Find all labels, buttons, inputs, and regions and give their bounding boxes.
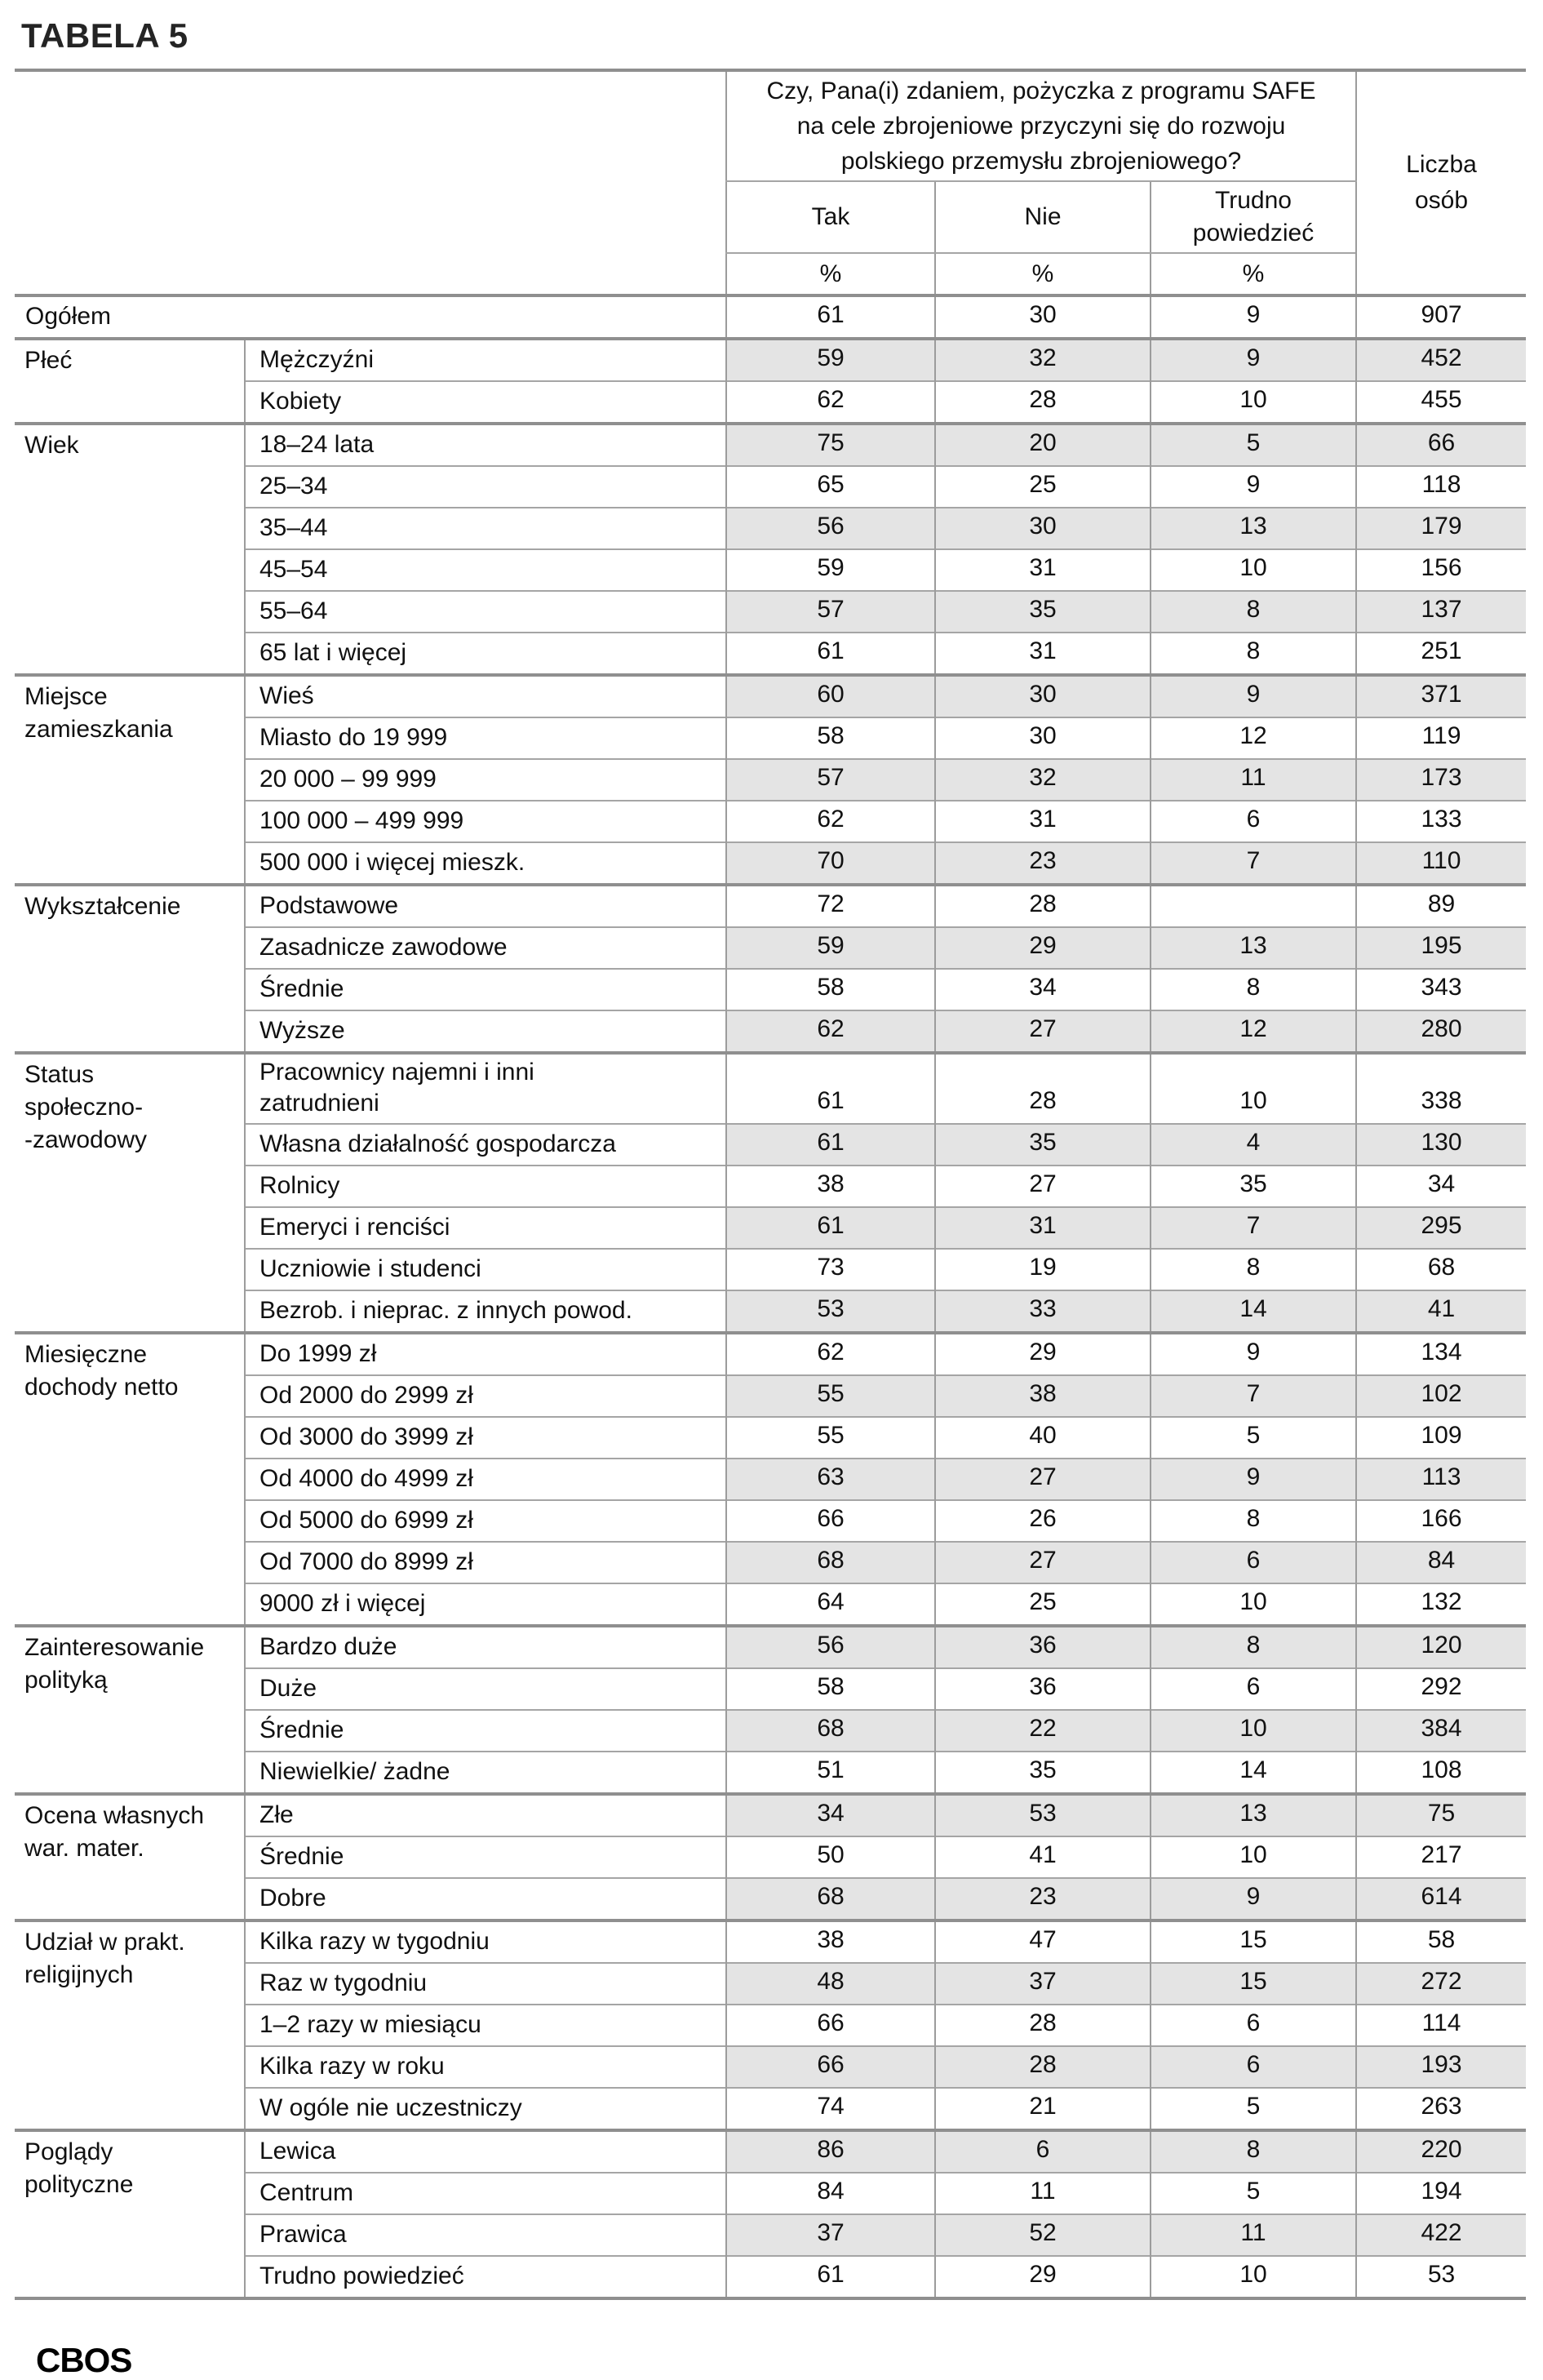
value-cell: 35 <box>935 1752 1151 1794</box>
value-cell: 48 <box>726 1963 935 2005</box>
value-cell: 19 <box>935 1249 1151 1290</box>
row-label-cell: Od 2000 do 2999 zł <box>245 1375 726 1417</box>
row-label-cell: Średnie <box>245 1710 726 1752</box>
count-cell: 614 <box>1356 1878 1526 1920</box>
value-cell: 6 <box>1151 1668 1356 1710</box>
value-cell: 7 <box>1151 1207 1356 1249</box>
count-cell: 119 <box>1356 717 1526 759</box>
row-label-cell: Zasadnicze zawodowe <box>245 927 726 969</box>
row-label-cell: Do 1999 zł <box>245 1333 726 1375</box>
table-body <box>15 295 1526 2298</box>
value-cell: 27 <box>935 1459 1151 1500</box>
count-cell: 263 <box>1356 2088 1526 2130</box>
count-cell: 272 <box>1356 1963 1526 2005</box>
value-cell: 68 <box>726 1710 935 1752</box>
cbos-logo: CBOS <box>36 2341 132 2379</box>
value-cell: 53 <box>935 1794 1151 1836</box>
count-cell: 114 <box>1356 2005 1526 2046</box>
percent-header: % <box>726 253 935 295</box>
value-cell: 10 <box>1151 381 1356 424</box>
count-cell: 109 <box>1356 1417 1526 1459</box>
value-cell: 86 <box>726 2130 935 2173</box>
count-cell: 343 <box>1356 969 1526 1010</box>
value-cell: 9 <box>1151 1333 1356 1375</box>
percent-header: % <box>935 253 1151 295</box>
table-row <box>15 1794 1526 1836</box>
row-label-cell: Pracownicy najemni i inni zatrudnieni <box>245 1053 726 1124</box>
row-label-cell: Dobre <box>245 1878 726 1920</box>
value-cell: 62 <box>726 801 935 842</box>
value-cell: 5 <box>1151 2088 1356 2130</box>
value-cell: 32 <box>935 339 1151 381</box>
value-cell: 27 <box>935 1010 1151 1053</box>
category-cell: Poglądy polityczne <box>15 2130 245 2298</box>
category-cell: Płeć <box>15 339 245 424</box>
value-cell: 8 <box>1151 2130 1356 2173</box>
value-cell: 8 <box>1151 591 1356 633</box>
value-cell: 21 <box>935 2088 1151 2130</box>
row-label-cell: Rolnicy <box>245 1166 726 1207</box>
row-label-cell: Raz w tygodniu <box>245 1963 726 2005</box>
value-cell: 4 <box>1151 1124 1356 1166</box>
value-cell: 22 <box>935 1710 1151 1752</box>
value-cell: 35 <box>935 591 1151 633</box>
value-cell: 11 <box>1151 2214 1356 2256</box>
value-cell: 30 <box>935 295 1151 339</box>
value-cell: 40 <box>935 1417 1151 1459</box>
value-cell: 56 <box>726 1626 935 1668</box>
value-cell: 73 <box>726 1249 935 1290</box>
table-row <box>15 424 1526 466</box>
count-cell: 75 <box>1356 1794 1526 1836</box>
count-cell: 102 <box>1356 1375 1526 1417</box>
value-cell: 25 <box>935 1583 1151 1626</box>
row-label-cell: Niewielkie/ żadne <box>245 1752 726 1794</box>
value-cell: 61 <box>726 295 935 339</box>
value-cell: 8 <box>1151 1249 1356 1290</box>
row-label-cell: Trudno powiedzieć <box>245 2256 726 2298</box>
value-cell: 27 <box>935 1166 1151 1207</box>
row-label-cell: 9000 zł i więcej <box>245 1583 726 1626</box>
value-cell: 23 <box>935 842 1151 885</box>
value-cell: 10 <box>1151 1583 1356 1626</box>
value-cell: 30 <box>935 508 1151 549</box>
value-cell <box>1151 885 1356 927</box>
count-cell: 384 <box>1356 1710 1526 1752</box>
value-cell: 59 <box>726 339 935 381</box>
value-cell: 57 <box>726 591 935 633</box>
value-cell: 11 <box>1151 759 1356 801</box>
row-label-cell: 45–54 <box>245 549 726 591</box>
answer-header-tak: Tak <box>726 181 935 253</box>
value-cell: 6 <box>1151 1542 1356 1583</box>
row-label-cell: Wyższe <box>245 1010 726 1053</box>
value-cell: 37 <box>726 2214 935 2256</box>
value-cell: 74 <box>726 2088 935 2130</box>
value-cell: 10 <box>1151 1836 1356 1878</box>
row-label-cell: Mężczyźni <box>245 339 726 381</box>
value-cell: 60 <box>726 675 935 717</box>
count-cell: 130 <box>1356 1124 1526 1166</box>
count-cell: 110 <box>1356 842 1526 885</box>
count-cell: 66 <box>1356 424 1526 466</box>
value-cell: 36 <box>935 1626 1151 1668</box>
row-label-cell: Od 5000 do 6999 zł <box>245 1500 726 1542</box>
count-cell: 194 <box>1356 2173 1526 2214</box>
value-cell: 34 <box>935 969 1151 1010</box>
value-cell: 29 <box>935 2256 1151 2298</box>
count-cell: 280 <box>1356 1010 1526 1053</box>
count-cell: 173 <box>1356 759 1526 801</box>
count-cell: 295 <box>1356 1207 1526 1249</box>
count-cell: 53 <box>1356 2256 1526 2298</box>
value-cell: 9 <box>1151 675 1356 717</box>
category-cell: Zainteresowanie polityką <box>15 1626 245 1794</box>
value-cell: 41 <box>935 1836 1151 1878</box>
value-cell: 13 <box>1151 927 1356 969</box>
value-cell: 66 <box>726 2046 935 2088</box>
count-cell: 133 <box>1356 801 1526 842</box>
count-cell: 132 <box>1356 1583 1526 1626</box>
value-cell: 62 <box>726 1333 935 1375</box>
row-label-cell: 500 000 i więcej mieszk. <box>245 842 726 885</box>
answer-header-trudno: Trudno powiedzieć <box>1151 181 1356 253</box>
value-cell: 30 <box>935 717 1151 759</box>
count-cell: 68 <box>1356 1249 1526 1290</box>
count-cell: 34 <box>1356 1166 1526 1207</box>
row-label-cell: Podstawowe <box>245 885 726 927</box>
count-cell: 907 <box>1356 295 1526 339</box>
count-cell: 89 <box>1356 885 1526 927</box>
value-cell: 13 <box>1151 1794 1356 1836</box>
count-cell: 134 <box>1356 1333 1526 1375</box>
row-label-cell: 100 000 – 499 999 <box>245 801 726 842</box>
value-cell: 20 <box>935 424 1151 466</box>
value-cell: 35 <box>1151 1166 1356 1207</box>
row-label-cell: 18–24 lata <box>245 424 726 466</box>
value-cell: 10 <box>1151 1710 1356 1752</box>
count-cell: 251 <box>1356 633 1526 675</box>
count-cell: 120 <box>1356 1626 1526 1668</box>
row-label-cell: Średnie <box>245 969 726 1010</box>
value-cell: 58 <box>726 969 935 1010</box>
value-cell: 6 <box>1151 2046 1356 2088</box>
value-cell: 50 <box>726 1836 935 1878</box>
count-cell: 452 <box>1356 339 1526 381</box>
row-label-cell: Średnie <box>245 1836 726 1878</box>
value-cell: 10 <box>1151 1053 1356 1124</box>
value-cell: 5 <box>1151 1417 1356 1459</box>
row-label-cell: Prawica <box>245 2214 726 2256</box>
value-cell: 15 <box>1151 1963 1356 2005</box>
value-cell: 28 <box>935 1053 1151 1124</box>
table-row <box>15 1053 1526 1124</box>
row-label-cell: 1–2 razy w miesiącu <box>245 2005 726 2046</box>
value-cell: 59 <box>726 927 935 969</box>
value-cell: 13 <box>1151 508 1356 549</box>
row-label-cell: Kobiety <box>245 381 726 424</box>
value-cell: 12 <box>1151 1010 1356 1053</box>
value-cell: 23 <box>935 1878 1151 1920</box>
value-cell: 56 <box>726 508 935 549</box>
value-cell: 6 <box>935 2130 1151 2173</box>
row-label-cell: Lewica <box>245 2130 726 2173</box>
value-cell: 66 <box>726 2005 935 2046</box>
row-label-cell: Uczniowie i studenci <box>245 1249 726 1290</box>
row-label-cell: Emeryci i renciści <box>245 1207 726 1249</box>
value-cell: 27 <box>935 1542 1151 1583</box>
value-cell: 31 <box>935 549 1151 591</box>
value-cell: 38 <box>726 1920 935 1963</box>
row-label-cell: Duże <box>245 1668 726 1710</box>
value-cell: 11 <box>935 2173 1151 2214</box>
row-label-cell: 35–44 <box>245 508 726 549</box>
count-cell: 118 <box>1356 466 1526 508</box>
value-cell: 14 <box>1151 1290 1356 1333</box>
value-cell: 7 <box>1151 1375 1356 1417</box>
value-cell: 61 <box>726 1207 935 1249</box>
row-label-cell: Bezrob. i nieprac. z innych powod. <box>245 1290 726 1333</box>
value-cell: 57 <box>726 759 935 801</box>
value-cell: 68 <box>726 1878 935 1920</box>
value-cell: 47 <box>935 1920 1151 1963</box>
value-cell: 38 <box>935 1375 1151 1417</box>
row-label-cell: Wieś <box>245 675 726 717</box>
row-label-cell: Miasto do 19 999 <box>245 717 726 759</box>
row-label-cell: 65 lat i więcej <box>245 633 726 675</box>
count-cell: 113 <box>1356 1459 1526 1500</box>
count-cell: 422 <box>1356 2214 1526 2256</box>
value-cell: 58 <box>726 717 935 759</box>
row-label-cell: W ogóle nie uczestniczy <box>245 2088 726 2130</box>
value-cell: 6 <box>1151 801 1356 842</box>
value-cell: 6 <box>1151 2005 1356 2046</box>
value-cell: 31 <box>935 633 1151 675</box>
value-cell: 32 <box>935 759 1151 801</box>
value-cell: 12 <box>1151 717 1356 759</box>
value-cell: 26 <box>935 1500 1151 1542</box>
value-cell: 10 <box>1151 2256 1356 2298</box>
value-cell: 5 <box>1151 2173 1356 2214</box>
value-cell: 37 <box>935 1963 1151 2005</box>
value-cell: 61 <box>726 1053 935 1124</box>
value-cell: 55 <box>726 1375 935 1417</box>
count-header-line: osób <box>1414 187 1469 214</box>
question-line: na cele zbrojeniowe przyczyni się do rozwoju <box>796 113 1286 140</box>
value-cell: 9 <box>1151 1459 1356 1500</box>
header-empty-cell <box>15 70 726 295</box>
value-cell: 59 <box>726 549 935 591</box>
value-cell: 62 <box>726 381 935 424</box>
count-cell: 455 <box>1356 381 1526 424</box>
row-label-cell: 55–64 <box>245 591 726 633</box>
table-row <box>15 2130 1526 2173</box>
value-cell: 28 <box>935 2046 1151 2088</box>
value-cell: 5 <box>1151 424 1356 466</box>
value-cell: 51 <box>726 1752 935 1794</box>
count-cell: 166 <box>1356 1500 1526 1542</box>
value-cell: 38 <box>726 1166 935 1207</box>
value-cell: 34 <box>726 1794 935 1836</box>
row-label-cell: Bardzo duże <box>245 1626 726 1668</box>
count-cell: 179 <box>1356 508 1526 549</box>
value-cell: 53 <box>726 1290 935 1333</box>
count-cell: 220 <box>1356 2130 1526 2173</box>
table-row <box>15 885 1526 927</box>
category-cell: Udział w prakt. religijnych <box>15 1920 245 2130</box>
value-cell: 61 <box>726 2256 935 2298</box>
value-cell: 31 <box>935 1207 1151 1249</box>
value-cell: 70 <box>726 842 935 885</box>
value-cell: 28 <box>935 381 1151 424</box>
value-cell: 75 <box>726 424 935 466</box>
value-cell: 30 <box>935 675 1151 717</box>
value-cell: 72 <box>726 885 935 927</box>
category-cell: Wykształcenie <box>15 885 245 1053</box>
value-cell: 58 <box>726 1668 935 1710</box>
category-cell: Miejsce zamieszkania <box>15 675 245 885</box>
value-cell: 8 <box>1151 633 1356 675</box>
row-label-cell: Od 3000 do 3999 zł <box>245 1417 726 1459</box>
table-row <box>15 1333 1526 1375</box>
row-label-cell: Własna działalność gospodarcza <box>245 1124 726 1166</box>
value-cell: 14 <box>1151 1752 1356 1794</box>
value-cell: 29 <box>935 1333 1151 1375</box>
category-cell: Miesięczne dochody netto <box>15 1333 245 1626</box>
value-cell: 28 <box>935 2005 1151 2046</box>
row-label-cell: Złe <box>245 1794 726 1836</box>
count-header-cell <box>1356 70 1526 295</box>
count-cell: 292 <box>1356 1668 1526 1710</box>
value-cell: 66 <box>726 1500 935 1542</box>
row-label-cell: 20 000 – 99 999 <box>245 759 726 801</box>
table-row <box>15 675 1526 717</box>
count-cell: 58 <box>1356 1920 1526 1963</box>
value-cell: 61 <box>726 1124 935 1166</box>
table-header <box>15 70 1526 295</box>
category-cell: Wiek <box>15 424 245 675</box>
value-cell: 8 <box>1151 969 1356 1010</box>
value-cell: 9 <box>1151 295 1356 339</box>
value-cell: 8 <box>1151 1626 1356 1668</box>
answer-header-nie: Nie <box>935 181 1151 253</box>
crosstab-table <box>15 69 1526 2300</box>
count-cell: 193 <box>1356 2046 1526 2088</box>
value-cell: 9 <box>1151 339 1356 381</box>
value-cell: 15 <box>1151 1920 1356 1963</box>
row-label-cell: Kilka razy w roku <box>245 2046 726 2088</box>
row-label-cell: 25–34 <box>245 466 726 508</box>
count-cell: 108 <box>1356 1752 1526 1794</box>
table-row <box>15 339 1526 381</box>
count-cell: 41 <box>1356 1290 1526 1333</box>
count-cell: 371 <box>1356 675 1526 717</box>
count-header-line: Liczba <box>1406 151 1477 178</box>
value-cell: 84 <box>726 2173 935 2214</box>
value-cell: 31 <box>935 801 1151 842</box>
count-cell: 338 <box>1356 1053 1526 1124</box>
row-label-cell: Od 7000 do 8999 zł <box>245 1542 726 1583</box>
percent-header: % <box>1151 253 1356 295</box>
value-cell: 65 <box>726 466 935 508</box>
value-cell: 55 <box>726 1417 935 1459</box>
value-cell: 25 <box>935 466 1151 508</box>
value-cell: 29 <box>935 927 1151 969</box>
value-cell: 68 <box>726 1542 935 1583</box>
question-header-cell <box>726 70 1356 181</box>
table-row <box>15 1626 1526 1668</box>
count-cell: 156 <box>1356 549 1526 591</box>
value-cell: 8 <box>1151 1500 1356 1542</box>
value-cell: 36 <box>935 1668 1151 1710</box>
row-label-cell: Od 4000 do 4999 zł <box>245 1459 726 1500</box>
question-line: polskiego przemysłu zbrojeniowego? <box>840 148 1242 175</box>
value-cell: 33 <box>935 1290 1151 1333</box>
table-row-total <box>15 295 1526 339</box>
value-cell: 28 <box>935 885 1151 927</box>
row-label-cell: Centrum <box>245 2173 726 2214</box>
table-row <box>15 1920 1526 1963</box>
question-line: Czy, Pana(i) zdaniem, pożyczka z programu SAFE <box>766 78 1316 104</box>
value-cell: 61 <box>726 633 935 675</box>
value-cell: 63 <box>726 1459 935 1500</box>
count-cell: 195 <box>1356 927 1526 969</box>
category-cell: Status społeczno- -zawodowy <box>15 1053 245 1333</box>
page-title: TABELA 5 <box>21 16 188 55</box>
count-cell: 137 <box>1356 591 1526 633</box>
value-cell: 64 <box>726 1583 935 1626</box>
value-cell: 9 <box>1151 1878 1356 1920</box>
value-cell: 62 <box>726 1010 935 1053</box>
value-cell: 10 <box>1151 549 1356 591</box>
count-cell: 84 <box>1356 1542 1526 1583</box>
value-cell: 35 <box>935 1124 1151 1166</box>
value-cell: 7 <box>1151 842 1356 885</box>
total-label-cell: Ogółem <box>15 295 726 339</box>
count-cell: 217 <box>1356 1836 1526 1878</box>
category-cell: Ocena własnych war. mater. <box>15 1794 245 1920</box>
value-cell: 9 <box>1151 466 1356 508</box>
row-label-cell: Kilka razy w tygodniu <box>245 1920 726 1963</box>
value-cell: 52 <box>935 2214 1151 2256</box>
